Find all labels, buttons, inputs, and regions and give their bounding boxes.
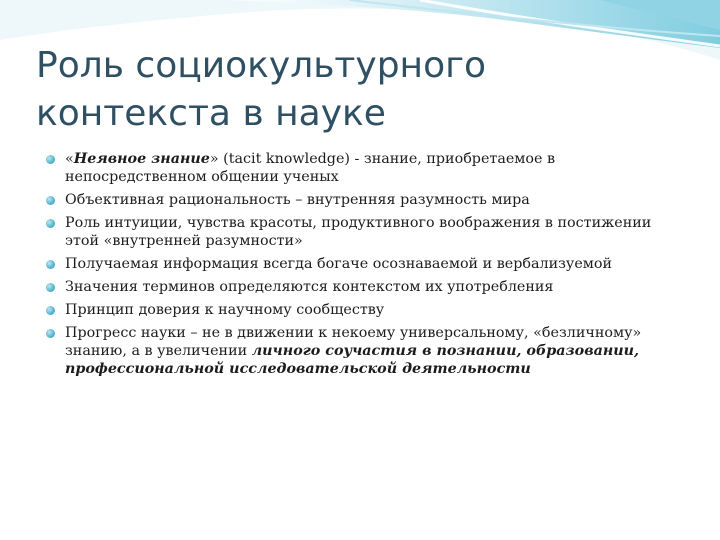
bullet-item: Объективная рациональность – внутренняя разумность мира bbox=[46, 191, 676, 209]
emphasis-text: Неявное знание bbox=[73, 151, 210, 167]
slide-title bbox=[36, 42, 696, 138]
bullet-item: Роль интуиции, чувства красоты, продуктивного воображения в постижении этой «внутренней разумности» bbox=[46, 214, 676, 250]
bullet-item: «Неявное знание» (tacit knowledge) - знание, приобретаемое в непосредственном общении ученых bbox=[46, 150, 676, 186]
title-line-1: Роль социокультурного bbox=[36, 45, 487, 86]
emphasis-text: личного соучастия в познании, образовании, профессиональной исследовательской деятельности bbox=[65, 343, 640, 377]
bullet-item: Прогресс науки – не в движении к некоему универсальному, «безличному» знанию, а в увеличении личного соучастия в познании, образовании, профессиональной исследовательской деятельности bbox=[46, 324, 676, 378]
bullet-item: Получаемая информация всегда богаче осознаваемой и вербализуемой bbox=[46, 255, 676, 273]
bullet-item: Принцип доверия к научному сообществу bbox=[46, 301, 676, 319]
bullet-item: Значения терминов определяются контекстом их употребления bbox=[46, 278, 676, 296]
title-line-2: контекста в науке bbox=[36, 93, 386, 134]
bullet-list bbox=[46, 150, 676, 383]
